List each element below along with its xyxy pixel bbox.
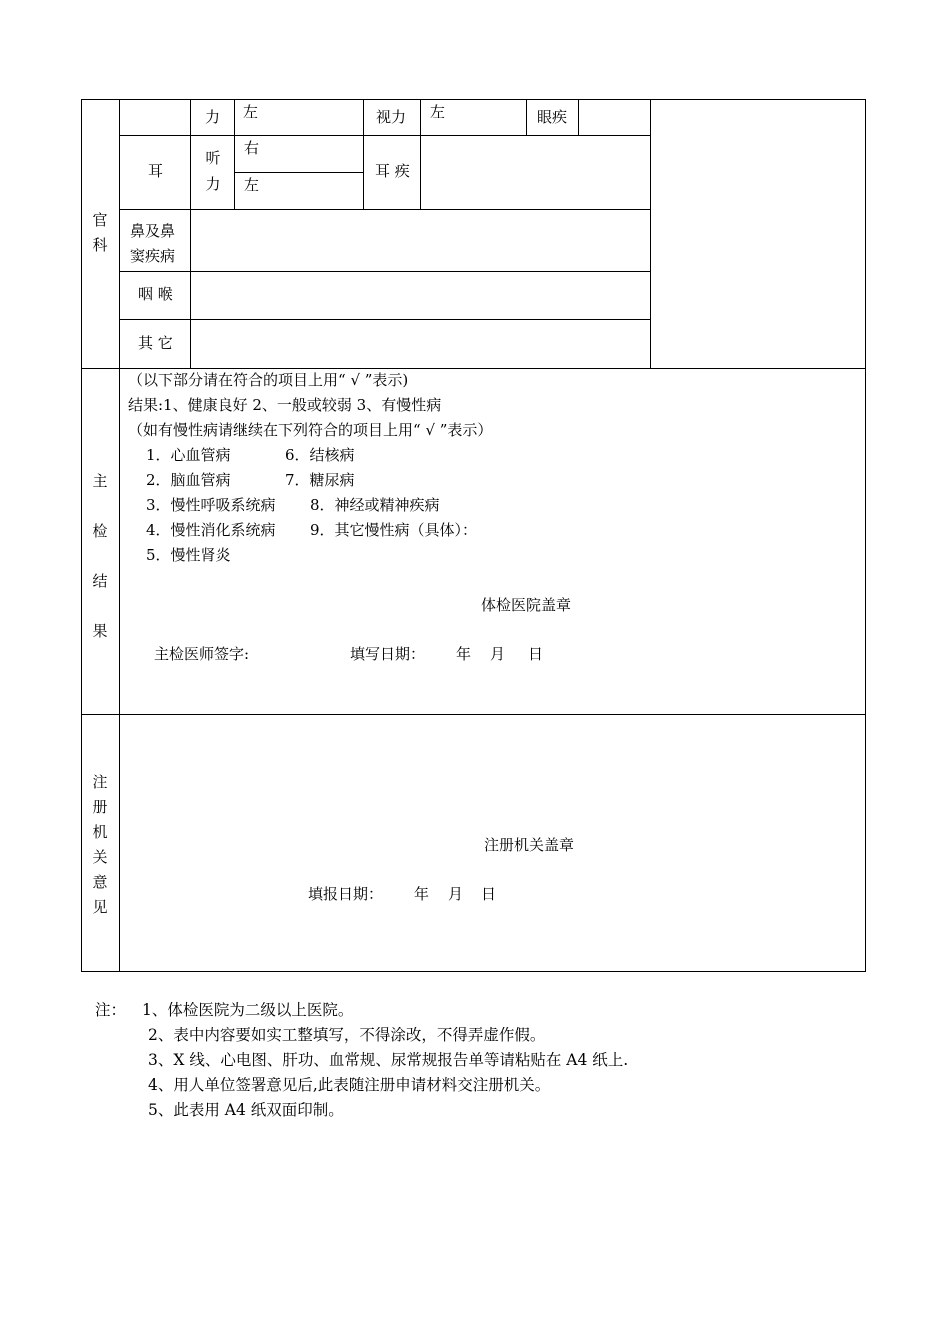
date-year: 年: [456, 645, 472, 663]
hearing-right-label: 右: [244, 139, 260, 157]
table-right-border: [865, 99, 866, 972]
date-day: 日: [528, 645, 544, 663]
note-item: 5、此表用 A4 纸双面印制。: [148, 1101, 344, 1119]
note-item: 4、用人单位签署意见后,此表随注册申请材料交注册机关。: [148, 1076, 551, 1094]
notes-prefix: 注：: [95, 1001, 127, 1019]
report-day: 日: [481, 885, 497, 903]
note-item: 3、X 线、心电图、肝功、血常规、尿常规报告单等请粘贴在 A4 纸上.: [148, 1051, 629, 1069]
sense-right-divider: [650, 99, 651, 369]
eye-disease-label: 眼疾: [537, 108, 568, 126]
hearing-left-label: 左: [244, 176, 260, 194]
hearing-label: 听 力: [205, 149, 221, 193]
check-instruction: （以下部分请在符合的项目上用“ √ ”表示): [128, 371, 409, 389]
vision-label: 视力: [376, 108, 407, 126]
disease-option: 4．慢性消化系统病: [146, 521, 276, 539]
disease-option: 1．心血管病: [146, 446, 231, 464]
sense-row-divider-1: [119, 135, 651, 136]
left-value-1: 左: [243, 103, 259, 121]
section-divider-chief: [81, 368, 866, 369]
report-date-label: 填报日期：: [308, 885, 384, 903]
hospital-stamp-label: 体检医院盖章: [481, 596, 572, 614]
disease-option: 7．糖尿病: [285, 471, 355, 489]
table-top-border: [81, 99, 866, 100]
note-item: 2、表中内容要如实工整填写，不得涂改，不得弄虚作假。: [148, 1026, 546, 1044]
throat-label: 咽 喉: [138, 285, 173, 303]
registry-section-label: 注 册 机 关 意 见: [92, 773, 108, 916]
table-left-border: [81, 99, 82, 972]
left-value-2: 左: [430, 103, 446, 121]
sense-col-divider-1: [190, 99, 191, 369]
date-month: 月: [490, 645, 506, 663]
section-divider-registry: [81, 714, 866, 715]
disease-option: 6．结核病: [285, 446, 355, 464]
ear-disease-label: 耳 疾: [375, 162, 410, 180]
chief-section-label: 主 检 结 果: [92, 472, 108, 640]
nose-sinus-label: 鼻及鼻 窦疾病: [130, 222, 176, 265]
sense-row-divider-2: [119, 209, 651, 210]
sense-row-divider-4: [119, 319, 651, 320]
fill-date-label: 填写日期：: [350, 645, 426, 663]
sense-row-divider-3: [119, 271, 651, 272]
sense-col-divider-6: [578, 99, 579, 136]
ear-label: 耳: [148, 162, 164, 180]
disease-option: 9．其它慢性病（具体）：: [310, 521, 478, 539]
report-month: 月: [448, 885, 464, 903]
sense-row-divider-ear: [234, 172, 364, 173]
other-label: 其 它: [138, 334, 173, 352]
sense-section-label: 官 科: [92, 211, 108, 254]
sense-col-divider-4: [420, 99, 421, 210]
label-column-divider: [119, 99, 120, 972]
note-item: 1、体检医院为二级以上医院。: [142, 1001, 354, 1019]
sense-col-divider-2: [234, 99, 235, 210]
chronic-instruction: （如有慢性病请继续在下列符合的项目上用“ √ ”表示）: [128, 421, 493, 439]
registry-stamp-label: 注册机关盖章: [484, 836, 575, 854]
disease-option: 5．慢性肾炎: [146, 546, 231, 564]
sense-col-divider-5: [526, 99, 527, 136]
disease-option: 8．神经或精神疾病: [310, 496, 440, 514]
doctor-signature-label: 主检医师签字:: [154, 645, 250, 663]
result-options: 结果:1、健康良好 2、一般或较弱 3、有慢性病: [128, 396, 442, 414]
sense-col-divider-3: [363, 99, 364, 210]
li-label: 力: [205, 108, 221, 126]
report-year: 年: [414, 885, 430, 903]
disease-option: 3．慢性呼吸系统病: [146, 496, 276, 514]
disease-option: 2．脑血管病: [146, 471, 231, 489]
table-bottom-border: [81, 971, 866, 972]
